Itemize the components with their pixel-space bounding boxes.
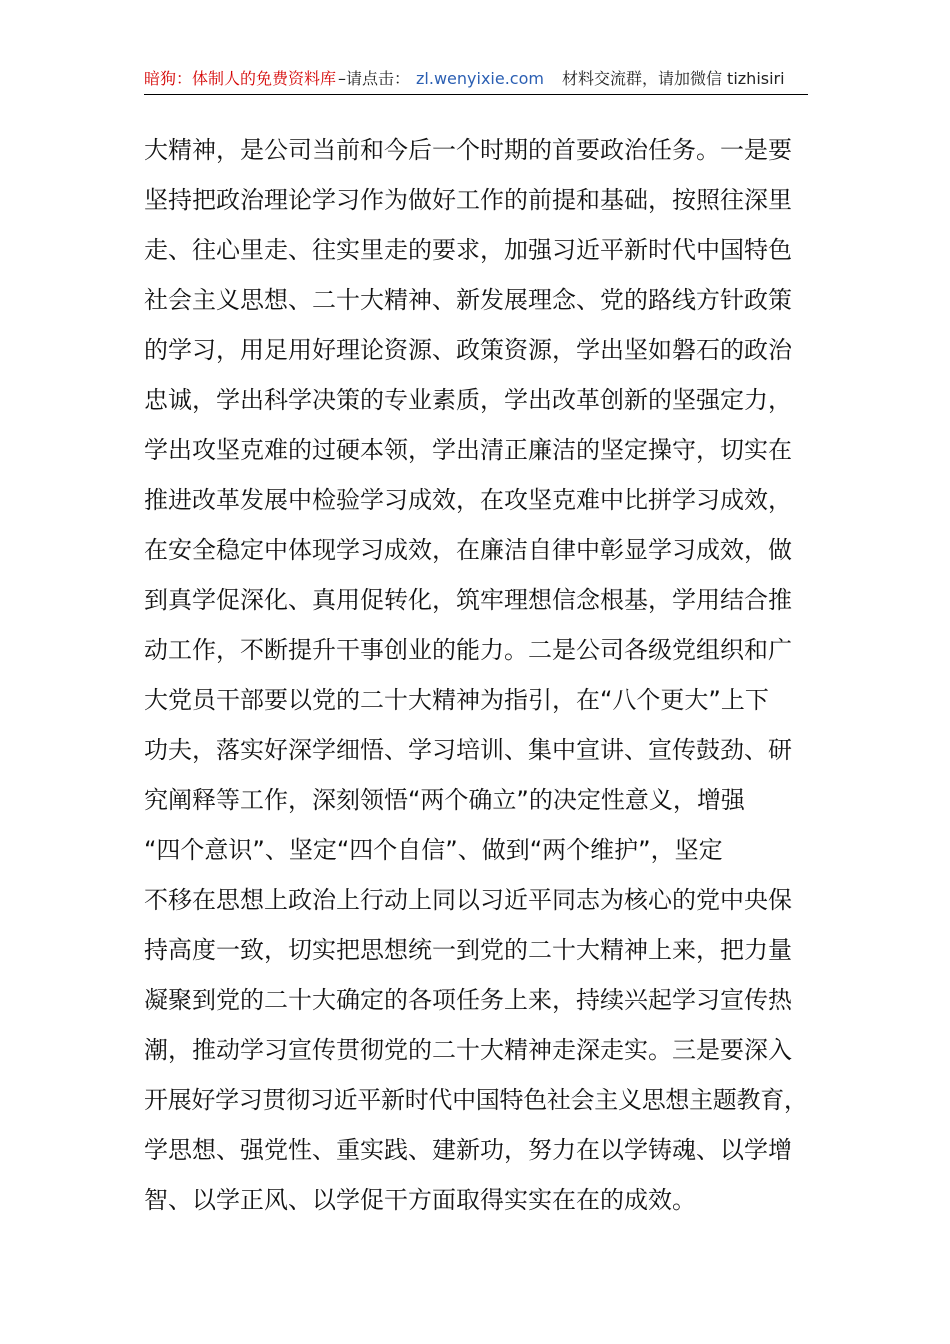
- text-line: 的学习，用足用好理论资源、政策资源，学出坚如磐石的政治: [144, 336, 792, 364]
- text-line: 走、往心里走、往实里走的要求，加强习近平新时代中国特色: [144, 236, 792, 264]
- text-line: 学思想、强党性、重实践、建新功，努力在以学铸魂、以学增: [144, 1136, 792, 1164]
- text-line: 在安全稳定中体现学习成效，在廉洁自律中彰显学习成效，做: [144, 536, 792, 564]
- text-line: 不移在思想上政治上行动上同以习近平同志为核心的党中央保: [144, 886, 792, 914]
- text-line: 持高度一致，切实把思想统一到党的二十大精神上来，把力量: [144, 936, 792, 964]
- header-separator: –请点击：: [338, 69, 411, 88]
- header-contact: 材料交流群，请加微信 tizhisiri: [561, 69, 785, 88]
- text-line: 推进改革发展中检验学习成效，在攻坚克难中比拼学习成效，: [144, 486, 792, 514]
- page-header: [144, 68, 808, 95]
- text-line: 凝聚到党的二十大确定的各项任务上来，持续兴起学习宣传热: [144, 986, 792, 1014]
- text-line: 动工作，不断提升干事创业的能力。二是公司各级党组织和广: [144, 636, 792, 664]
- text-line: “四个意识”、坚定“四个自信”、做到“两个维护”，坚定: [144, 836, 723, 864]
- text-line: 大党员干部要以党的二十大精神为指引，在“八个更大”上下: [144, 686, 769, 714]
- header-brand: 暗狗：体制人的免费资料库: [144, 69, 337, 88]
- text-line: 智、以学正风、以学促干方面取得实实在在的成效。: [144, 1186, 696, 1214]
- document-body: [144, 125, 808, 1225]
- header-url-link[interactable]: zl.wenyixie.com: [416, 69, 544, 88]
- text-line: 坚持把政治理论学习作为做好工作的前提和基础，按照往深里: [144, 186, 792, 214]
- text-line: 大精神，是公司当前和今后一个时期的首要政治任务。一是要: [144, 136, 792, 164]
- text-line: 潮，推动学习宣传贯彻党的二十大精神走深走实。三是要深入: [144, 1036, 792, 1064]
- text-line: 忠诚，学出科学决策的专业素质，学出改革创新的坚强定力，: [144, 386, 792, 414]
- text-line: 开展好学习贯彻习近平新时代中国特色社会主义思想主题教育，: [144, 1086, 808, 1114]
- text-line: 究阐释等工作，深刻领悟“两个确立”的决定性意义，增强: [144, 786, 745, 814]
- text-line: 到真学促深化、真用促转化，筑牢理想信念根基，学用结合推: [144, 586, 792, 614]
- text-line: 功夫，落实好深学细悟、学习培训、集中宣讲、宣传鼓劲、研: [144, 736, 792, 764]
- text-line: 社会主义思想、二十大精神、新发展理念、党的路线方针政策: [144, 286, 792, 314]
- text-line: 学出攻坚克难的过硬本领，学出清正廉洁的坚定操守，切实在: [144, 436, 792, 464]
